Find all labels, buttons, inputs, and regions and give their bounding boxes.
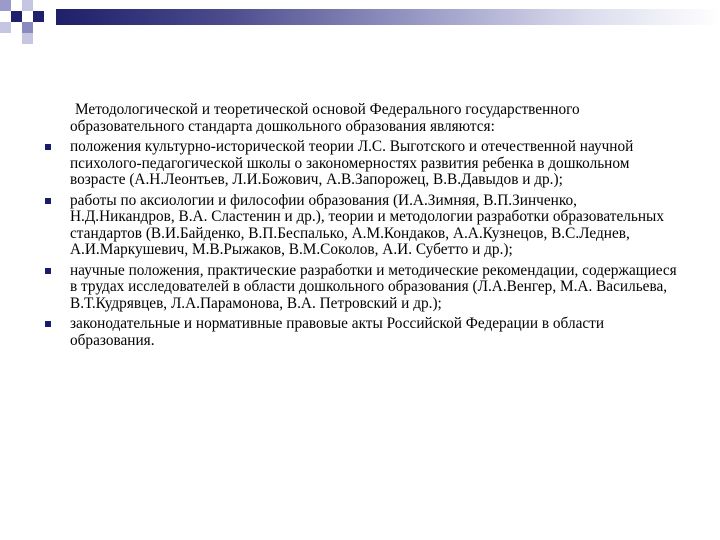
bullet-text: научные положения, практические разработки и методические рекомендации, содержащиеся в трудах исследователей в области дошкольного образования (Л.А.Венгер, М.А. Васильева, В.Т.Кудрявцев, Л.А.Парамонова, В.А. Петровский и др.); bbox=[70, 261, 677, 312]
square-bullet-icon bbox=[45, 144, 51, 150]
bullet-item bbox=[44, 139, 684, 189]
bullet-item bbox=[44, 316, 684, 349]
bullet-text: законодательные и нормативные правовые акты Российской Федерации в области образования. bbox=[70, 315, 605, 349]
square-bullet-icon bbox=[45, 321, 51, 327]
deco-square bbox=[33, 11, 44, 22]
deco-square bbox=[22, 22, 33, 33]
deco-square bbox=[0, 0, 11, 11]
bullet-text: работы по аксиологии и философии образования (И.А.Зимняя, В.П.Зинченко, Н.Д.Никандров, В.А. Сластенин и др.), теории и методологии разработки образовательных стандартов (В.И.Байденко, В.П.Беспалько, А.М.Кондаков, А.А.Кузнецов, В.С.Леднев, А.И.Маркушевич, М.В.Рыжаков, В.М.Соколов, А.И. Субетто и др.); bbox=[70, 191, 664, 258]
deco-square bbox=[11, 22, 22, 33]
deco-square bbox=[22, 33, 33, 44]
deco-square bbox=[33, 22, 44, 33]
slide-content bbox=[44, 102, 684, 353]
deco-square bbox=[22, 0, 33, 11]
intro-paragraph: Методологической и теоретической основой Федерального государственного образовательного стандарта дошкольного образования являются: bbox=[70, 101, 580, 135]
deco-square bbox=[11, 11, 22, 22]
deco-square bbox=[11, 0, 22, 11]
header-gradient-bar bbox=[56, 9, 720, 25]
bullet-item bbox=[44, 193, 684, 259]
slide-header-decoration bbox=[0, 0, 720, 44]
deco-square bbox=[0, 22, 11, 33]
square-bullet-icon bbox=[45, 198, 51, 204]
deco-square bbox=[0, 11, 11, 22]
bullet-item bbox=[44, 263, 684, 313]
deco-square bbox=[33, 0, 44, 11]
bullet-list bbox=[44, 139, 684, 349]
deco-square bbox=[22, 11, 33, 22]
bullet-text: положения культурно-исторической теории Л.С. Выготского и отечественной научной психолого-педагогической школы о закономерностях развития ребенка в дошкольном возрасте (А.Н.Леонтьев, Л.И.Божович, А.В.Запорожец, В.В.Давыдов и др.); bbox=[70, 138, 634, 188]
square-bullet-icon bbox=[45, 268, 51, 274]
